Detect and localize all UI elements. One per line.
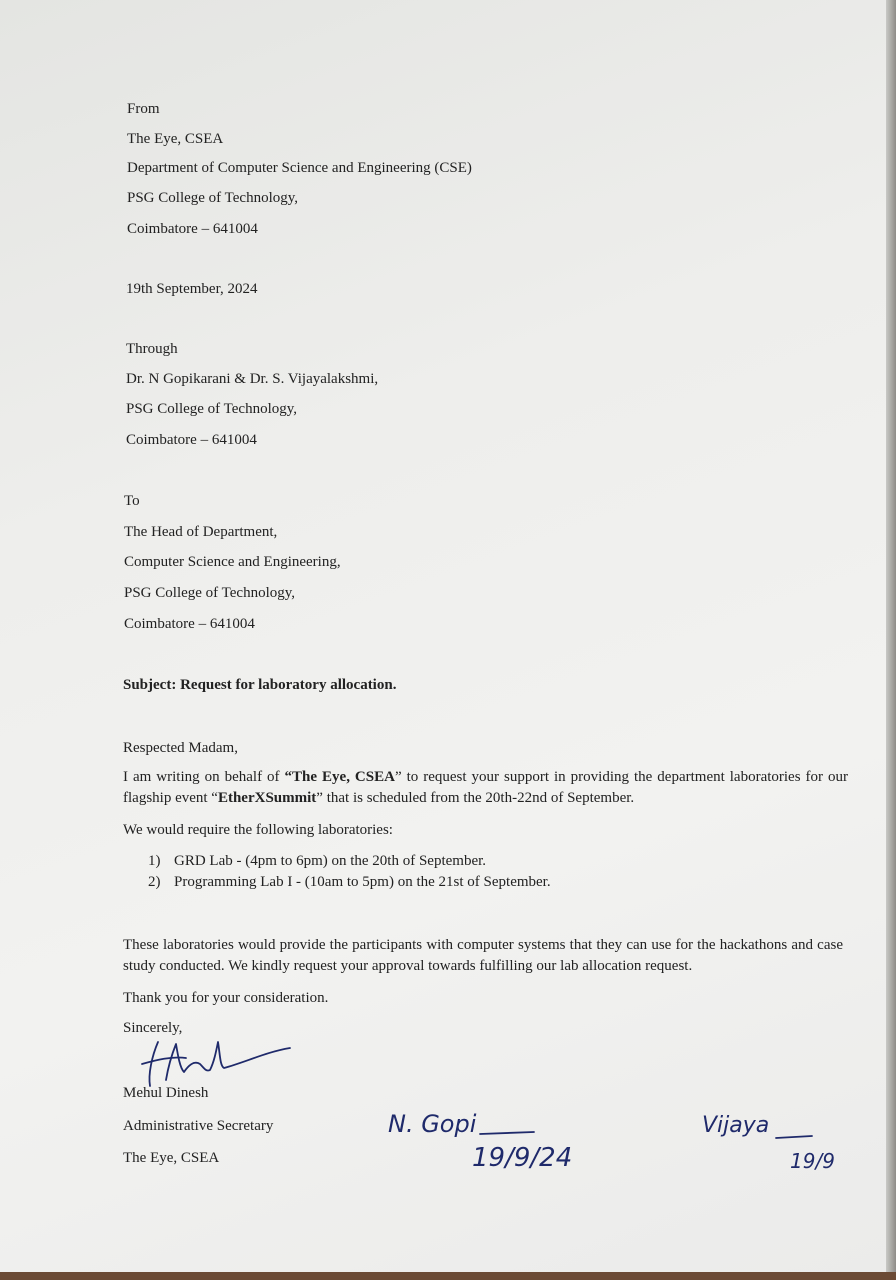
lab-item-text: Programming Lab I - (10am to 5pm) on the 21st of September. <box>174 874 551 890</box>
through-line-3: Coimbatore – 641004 <box>126 432 257 448</box>
signatory-name: Mehul Dinesh <box>123 1085 209 1101</box>
paper-shadow-edge <box>886 0 896 1280</box>
handwritten-name: Vijaya <box>702 1113 770 1138</box>
lab-item-text: GRD Lab - (4pm to 6pm) on the 20th of September. <box>174 853 487 869</box>
handwritten-name: N. Gopi <box>388 1110 477 1138</box>
from-line-2: Department of Computer Science and Engineering (CSE) <box>127 160 472 176</box>
to-line-1: The Head of Department, <box>124 524 278 540</box>
from-line-4: Coimbatore – 641004 <box>127 221 258 237</box>
to-heading: To <box>124 493 140 509</box>
thanks-line: Thank you for your consideration. <box>123 990 329 1006</box>
through-heading: Through <box>126 341 178 357</box>
lab-item-num: 2) <box>148 874 161 890</box>
to-line-4: Coimbatore – 641004 <box>124 616 255 632</box>
handwritten-date: 19/9 <box>790 1149 835 1173</box>
lab-item-num: 1) <box>148 853 161 869</box>
signatory-org: The Eye, CSEA <box>123 1150 220 1166</box>
body1-org: “The Eye, CSEA <box>284 769 395 785</box>
from-line-1: The Eye, CSEA <box>127 131 224 147</box>
to-line-3: PSG College of Technology, <box>124 585 296 601</box>
body-paragraph-2: These laboratories would provide the participants with computer systems that they can use for the hackathons and case study conducted. We kindly request your approval towards fulfilling our lab allocation request. <box>123 937 843 974</box>
through-line-2: PSG College of Technology, <box>126 401 298 417</box>
desk-surface <box>0 1272 896 1280</box>
closing-line: Sincerely, <box>123 1020 183 1036</box>
signature-gopikarani <box>384 1104 594 1174</box>
handwritten-date: 19/9/24 <box>472 1143 573 1173</box>
body1-text-a: I am writing on behalf of <box>123 769 285 785</box>
subject-line: Subject: Request for laboratory allocation. <box>123 677 397 693</box>
labs-intro: We would require the following laboratories: <box>123 822 393 838</box>
body1-event: EtherXSummit <box>217 790 317 806</box>
body-paragraph-1 <box>123 767 848 809</box>
body1-text-b: ” to request your support in providing the department laboratories for our flagship event “ <box>123 769 849 806</box>
to-line-2: Computer Science and Engineering, <box>124 554 341 570</box>
through-line-1: Dr. N Gopikarani & Dr. S. Vijayalakshmi, <box>126 371 379 387</box>
signature-mehul <box>136 1034 306 1090</box>
signature-vijayalakshmi <box>700 1104 840 1174</box>
body1-text-c: ” that is scheduled from the 20th-22nd of September. <box>316 790 635 806</box>
from-heading: From <box>127 101 160 117</box>
letter-date: 19th September, 2024 <box>126 281 258 297</box>
salutation: Respected Madam, <box>123 740 238 756</box>
signatory-title: Administrative Secretary <box>123 1118 274 1134</box>
from-line-3: PSG College of Technology, <box>127 190 299 206</box>
